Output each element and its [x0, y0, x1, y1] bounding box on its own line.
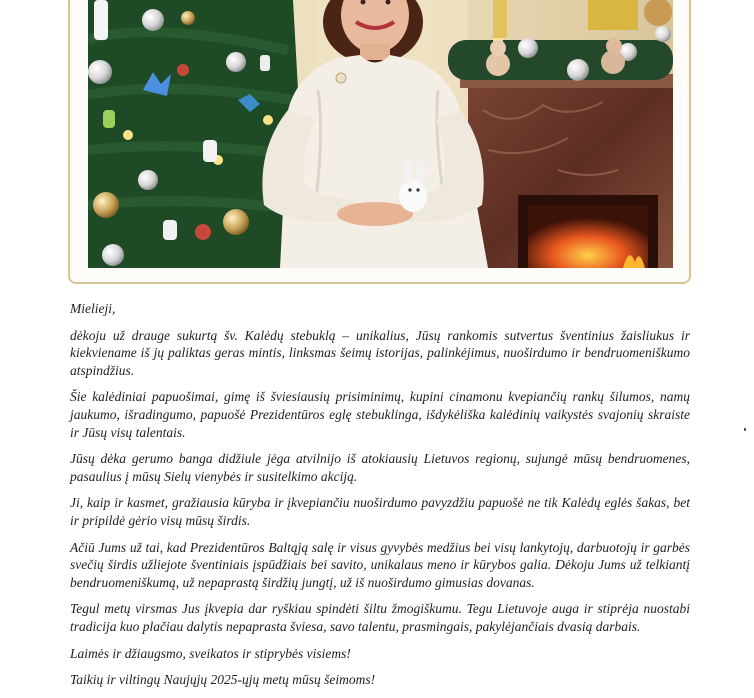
letter-wish: Taikių ir viltingų Naujųjų 2025-ųjų metų mūsų šeimoms!: [70, 672, 376, 688]
letter-wish: Laimės ir džiaugsmo, sveikatos ir stiprybės visiems!: [70, 645, 351, 661]
scan-speck: [744, 428, 746, 431]
letter-greeting: Mielieji,: [70, 301, 116, 316]
letter-body: [70, 300, 690, 698]
letter-paragraph: Jūsų dėka gerumo banga didžiule jėga atvilnijo iš atokiausių Lietuvos regionų, sujungė mūsų bendruomenes, pasaulius į mūsų Sielų vienybės ir susitelkimo akciją.: [70, 451, 690, 484]
christmas-portrait-photo: [88, 0, 673, 268]
letter-paragraph: Ji, kaip ir kasmet, gražiausia kūryba ir įkvepiančiu nuoširdumo pavyzdžiu papuošė ne tik Kalėdų eglės šakas, bet ir pripildė gėrio visų mūsų širdis.: [70, 495, 690, 528]
letter-paragraph: Ačiū Jums už tai, kad Prezidentūros Baltąją salę ir visus gyvybės medžius bei visų lankytojų, darbuotojų ir garbės svečių širdis užliejote šventiniais įspūdžiais bei savito, unikalaus meno ir kūrybos galia. Dėkoju Jums už telkiantį bendruomeniškumą, už nepaprastą širdžių jungtį, už iš nuoširdumo gimusias dovanas.: [70, 539, 690, 590]
letter-paragraph: Šie kalėdiniai papuošimai, gimę iš šviesiausių prisiminimų, kupini cinamonu kvepiančių rankų šilumos, namų jaukumo, išradingumo, papuošė Prezidentūros eglę stebuklinga, išdykėliška kalėdinių vaikystės svajonių skraiste ir Jūsų visų talentais.: [70, 389, 690, 440]
letter-paragraph: Tegul metų virsmas Jus įkvepia dar ryškiau spindėti šiltu žmogiškumu. Tegu Lietuvoje auga ir stiprėja nuostabi tradicija kuo plačiau dalytis nepaprasta šviesa, savo talentu, prasmingais, pakylėjančiais dvasią darbais.: [70, 601, 690, 634]
letter-paragraph: dėkoju už drauge sukurtą šv. Kalėdų stebuklą – unikalius, Jūsų rankomis sutvertus šventinius žaisliukus ir kiekviename iš jų paliktas geras mintis, linksmas šeimų istorijas, palinkėjimus, nuoširdumo ir bendruomeniškumo atspindžius.: [70, 327, 690, 378]
